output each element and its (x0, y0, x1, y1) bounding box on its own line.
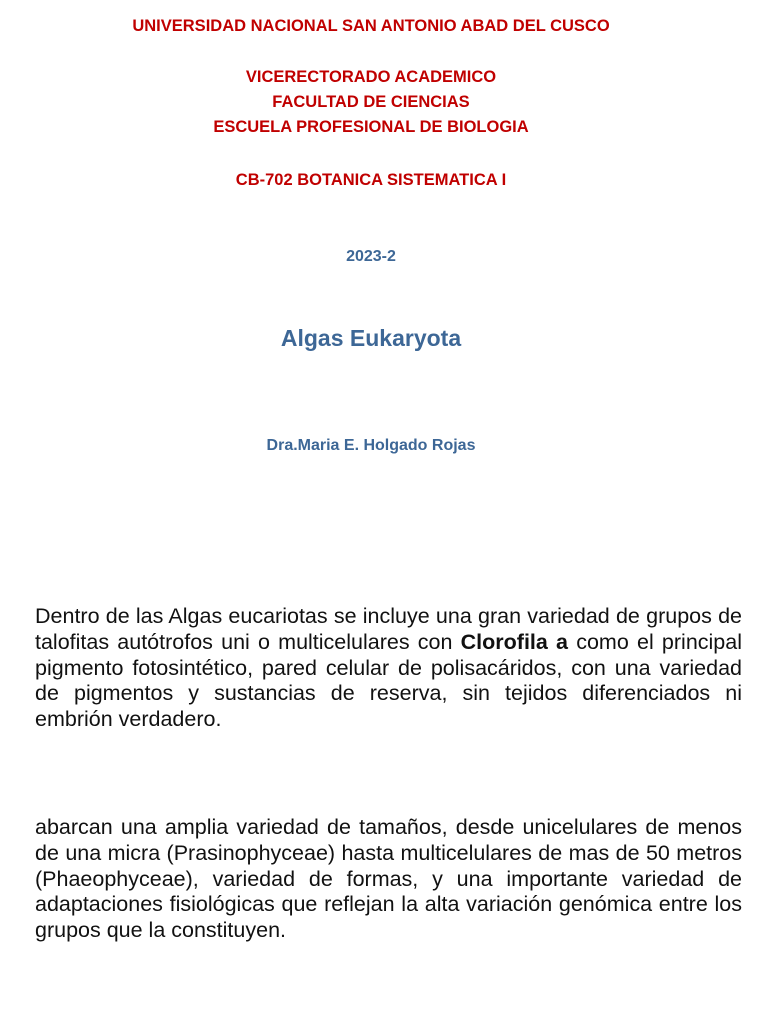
author-name: Dra.Maria E. Holgado Rojas (266, 437, 476, 454)
course-code: CB-702 BOTANICA SISTEMATICA I (235, 171, 507, 189)
paragraph-definition-start: Dentro de las Algas eucariotas se incluye una gran variedad de grupos de talofitas autótrofos uni o multicelulares con (35, 604, 742, 654)
paragraph-definition-end: como el principal pigmento fotosintético, pared celular de polisacáridos, con una variedad de pigmentos y sustancias de reserva, sin tejidos diferenciados ni embrión verdadero. (35, 629, 742, 732)
escuela-line: ESCUELA PROFESIONAL DE BIOLOGIA (213, 118, 529, 136)
document-title: Algas Eukaryota (280, 325, 462, 351)
vicerrectorado-line: VICERECTORADO ACADEMICO (245, 68, 497, 86)
clorofila-a-term: Clorofila a (460, 629, 569, 654)
semester: 2023-2 (346, 248, 396, 265)
facultad-line: FACULTAD DE CIENCIAS (272, 93, 470, 111)
paragraph-definition (35, 604, 742, 733)
paragraph-diversity: abarcan una amplia variedad de tamaños, desde unicelulares de menos de una micra (Prasinophyceae) hasta multicelulares de mas de 50 metros (Phaeophyceae), variedad de formas, y una importante variedad de adaptaciones fisiológicas que reflejan la alta variación genómica entre los grupos que la constituyen. (35, 815, 742, 943)
university-name: UNIVERSIDAD NACIONAL SAN ANTONIO ABAD DEL CUSCO (132, 17, 610, 35)
